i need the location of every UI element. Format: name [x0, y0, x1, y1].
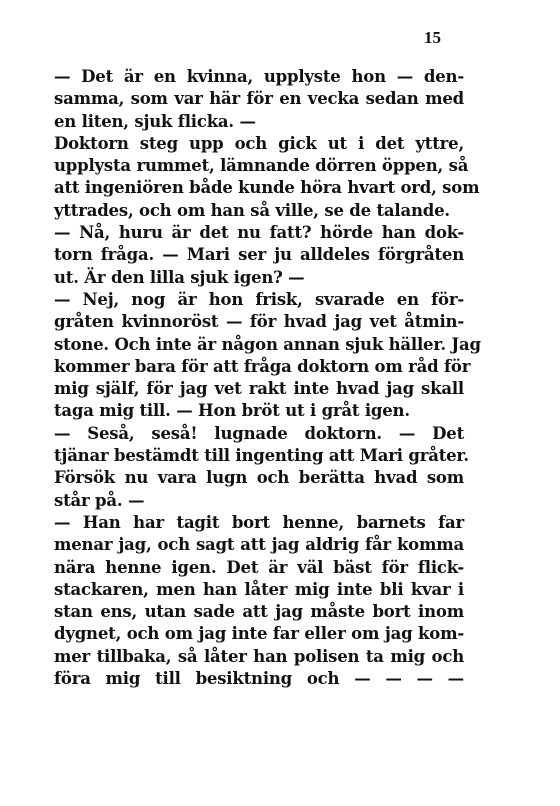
text-line: står på. —	[54, 490, 145, 510]
text-line: mig själf, för jag vet rakt inte hvad jag skall	[54, 379, 464, 399]
text-line: — Nå, huru är det nu fatt? hörde han dok-	[54, 223, 464, 243]
text-line: stone. Och inte är någon annan sjuk häller. Jag	[54, 334, 481, 354]
text-line: stan ens, utan sade att jag måste bort inom	[54, 602, 464, 622]
text-line: — Seså, seså! lugnade doktorn. — Det	[54, 423, 464, 443]
text-line: föra mig till besiktning och — — — —	[54, 669, 464, 689]
text-line: att ingeniören både kunde höra hvart ord, som	[54, 178, 480, 198]
text-line: ut. Är den lilla sjuk igen? —	[54, 267, 305, 287]
text-line: stackaren, men han låter mig inte bli kvar i	[54, 579, 464, 599]
text-line: menar jag, och sagt att jag aldrig får komma	[54, 535, 464, 555]
text-line: taga mig till. — Hon bröt ut i gråt igen.	[54, 401, 410, 421]
text-line: samma, som var här för en vecka sedan med	[54, 89, 464, 109]
text-line: upplysta rummet, lämnande dörren öppen, så	[54, 156, 469, 176]
text-line: Försök nu vara lugn och berätta hvad som	[54, 468, 464, 488]
text-line: tjänar bestämdt till ingenting att Mari gråter.	[54, 446, 469, 466]
text-line: en liten, sjuk flicka. —	[54, 111, 256, 131]
text-line: Doktorn steg upp och gick ut i det yttre,	[54, 133, 464, 153]
text-line: — Nej, nog är hon frisk, svarade en för-	[54, 289, 464, 309]
text-line: — Han har tagit bort henne, barnets far	[54, 512, 464, 532]
text-line: — Det är en kvinna, upplyste hon — den-	[54, 67, 464, 86]
text-line: mer tillbaka, så låter han polisen ta mig och	[54, 646, 464, 666]
text-line: torn fråga. — Mari ser ju alldeles förgråten	[54, 245, 464, 265]
text-line: yttrades, och om han så ville, se de talande.	[54, 200, 450, 220]
text-line: dygnet, och om jag inte far eller om jag kom-	[54, 624, 464, 644]
body-text	[54, 66, 481, 690]
page-number: 15	[424, 28, 441, 47]
text-line: gråten kvinnoröst — för hvad jag vet åtmin-	[54, 312, 464, 332]
text-line: kommer bara för att fråga doktorn om råd för	[54, 356, 471, 376]
text-line: nära henne igen. Det är väl bäst för flick-	[54, 557, 464, 577]
